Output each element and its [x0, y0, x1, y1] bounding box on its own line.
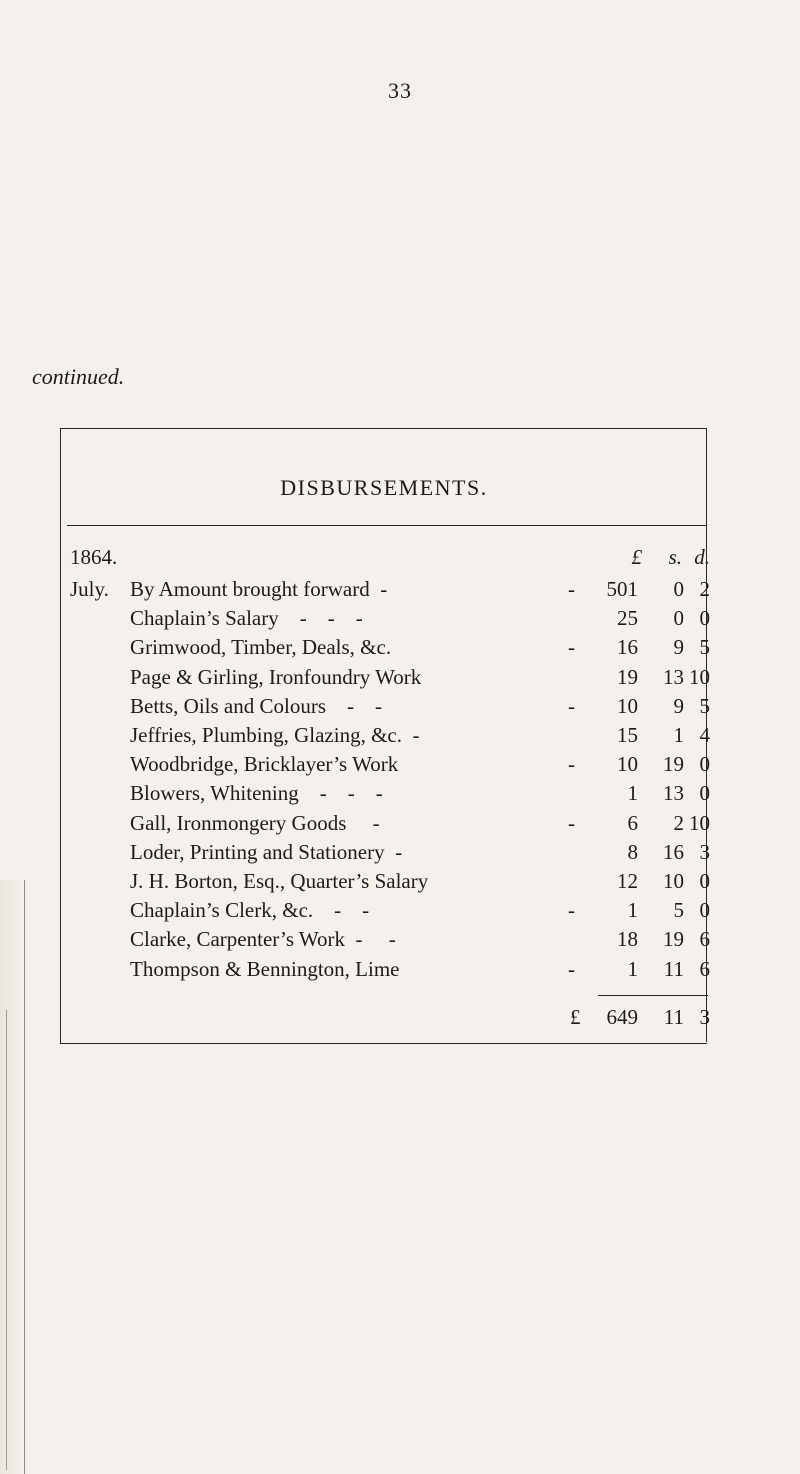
table-row	[0, 898, 800, 927]
entry-pence: 2	[699, 577, 710, 601]
entry-shillings: 10	[663, 869, 684, 893]
entry-description: Chaplain’s Clerk, &c. - -	[130, 898, 370, 923]
table-row	[0, 694, 800, 723]
entry-pence: 6	[699, 927, 710, 952]
table-row	[0, 752, 800, 781]
entry-pence: 4	[699, 723, 710, 747]
entry-pence: 6	[699, 956, 710, 981]
entry-pence: 0	[699, 781, 710, 806]
entry-shillings: 19	[663, 752, 684, 777]
entry-pounds: 10	[617, 752, 638, 777]
table-row	[0, 957, 800, 986]
table-row	[0, 723, 800, 752]
entry-shillings: 1	[673, 723, 684, 747]
entry-pounds: 1	[627, 956, 638, 981]
entry-description: Page & Girling, Ironfoundry Work	[130, 664, 422, 689]
total-pence: 3	[699, 1005, 710, 1029]
entry-dash: -	[568, 635, 575, 660]
entry-dash: -	[568, 577, 575, 601]
page-number: 33	[388, 78, 412, 103]
entry-pounds: 18	[617, 927, 638, 952]
entry-pounds: 10	[617, 693, 638, 718]
table-row	[0, 840, 800, 869]
entry-pence: 0	[699, 898, 710, 923]
table-row	[0, 665, 800, 694]
entry-description: J. H. Borton, Esq., Quarter’s Salary	[130, 869, 429, 893]
entry-shillings: 9	[673, 635, 684, 660]
entry-description: Jeffries, Plumbing, Glazing, &c. -	[130, 723, 420, 747]
total-pound-sign: £	[570, 1005, 581, 1029]
entry-shillings: 0	[673, 606, 684, 631]
entry-shillings: 5	[673, 898, 684, 923]
entry-pence: 3	[699, 839, 710, 864]
entry-pence: 0	[699, 869, 710, 893]
table-row	[0, 781, 800, 810]
shillings-header: s.	[668, 545, 682, 569]
table-row	[0, 577, 800, 606]
entry-description: Woodbridge, Bricklayer’s Work	[130, 752, 399, 777]
table-row	[0, 811, 800, 840]
table-row	[0, 927, 800, 956]
binding-line	[6, 1010, 7, 1470]
entry-pounds: 6	[627, 810, 638, 835]
entry-shillings: 19	[663, 927, 684, 952]
entry-pence: 10	[689, 810, 710, 835]
entry-pence: 5	[699, 635, 710, 660]
entry-shillings: 13	[663, 664, 684, 689]
entry-pounds: 25	[617, 606, 638, 631]
entry-shillings: 16	[663, 839, 684, 864]
entry-description: Loder, Printing and Stationery -	[130, 839, 403, 864]
entry-description: Grimwood, Timber, Deals, &c.	[130, 635, 392, 660]
entry-description: Gall, Ironmongery Goods -	[130, 810, 380, 835]
entry-shillings: 2	[673, 810, 684, 835]
month-label: July.	[70, 577, 109, 601]
continued-label: continued.	[32, 364, 125, 389]
page-binding-edge	[0, 880, 25, 1474]
entry-pence: 5	[699, 693, 710, 718]
entry-pounds: 15	[617, 723, 638, 747]
entry-shillings: 0	[673, 577, 684, 601]
entry-shillings: 9	[673, 693, 684, 718]
entry-pounds: 16	[617, 635, 638, 660]
table-row	[0, 606, 800, 635]
entry-pounds: 501	[606, 577, 638, 601]
entry-description: Clarke, Carpenter’s Work - -	[130, 927, 396, 952]
total-shillings: 11	[663, 1005, 684, 1029]
heading-rule	[67, 525, 707, 526]
entry-shillings: 11	[663, 956, 684, 981]
entry-shillings: 13	[663, 781, 684, 806]
entry-dash: -	[568, 752, 575, 777]
entry-dash: -	[568, 693, 575, 718]
entry-description: By Amount brought forward -	[130, 577, 388, 601]
total-pounds: 649	[606, 1005, 638, 1029]
entry-pence: 0	[699, 752, 710, 777]
disbursements-heading: DISBURSEMENTS.	[280, 475, 488, 500]
entry-pounds: 12	[617, 869, 638, 893]
entry-pence: 0	[699, 606, 710, 631]
entry-dash: -	[568, 898, 575, 923]
entry-description: Chaplain’s Salary - - -	[130, 606, 363, 631]
year-label: 1864.	[70, 545, 118, 569]
sum-rule	[598, 995, 708, 996]
pounds-header: £	[631, 545, 642, 569]
entry-description: Thompson & Bennington, Lime	[130, 956, 400, 981]
entry-pounds: 1	[627, 781, 638, 806]
entry-dash: -	[568, 810, 575, 835]
table-row	[0, 635, 800, 664]
entry-dash: -	[568, 956, 575, 981]
entry-description: Blowers, Whitening - - -	[130, 781, 383, 806]
pence-header: d.	[694, 545, 710, 569]
entry-pence: 10	[689, 664, 710, 689]
entry-pounds: 19	[617, 664, 638, 689]
entry-pounds: 8	[627, 839, 638, 864]
entry-pounds: 1	[627, 898, 638, 923]
table-row	[0, 869, 800, 898]
entry-description: Betts, Oils and Colours - -	[130, 693, 382, 718]
